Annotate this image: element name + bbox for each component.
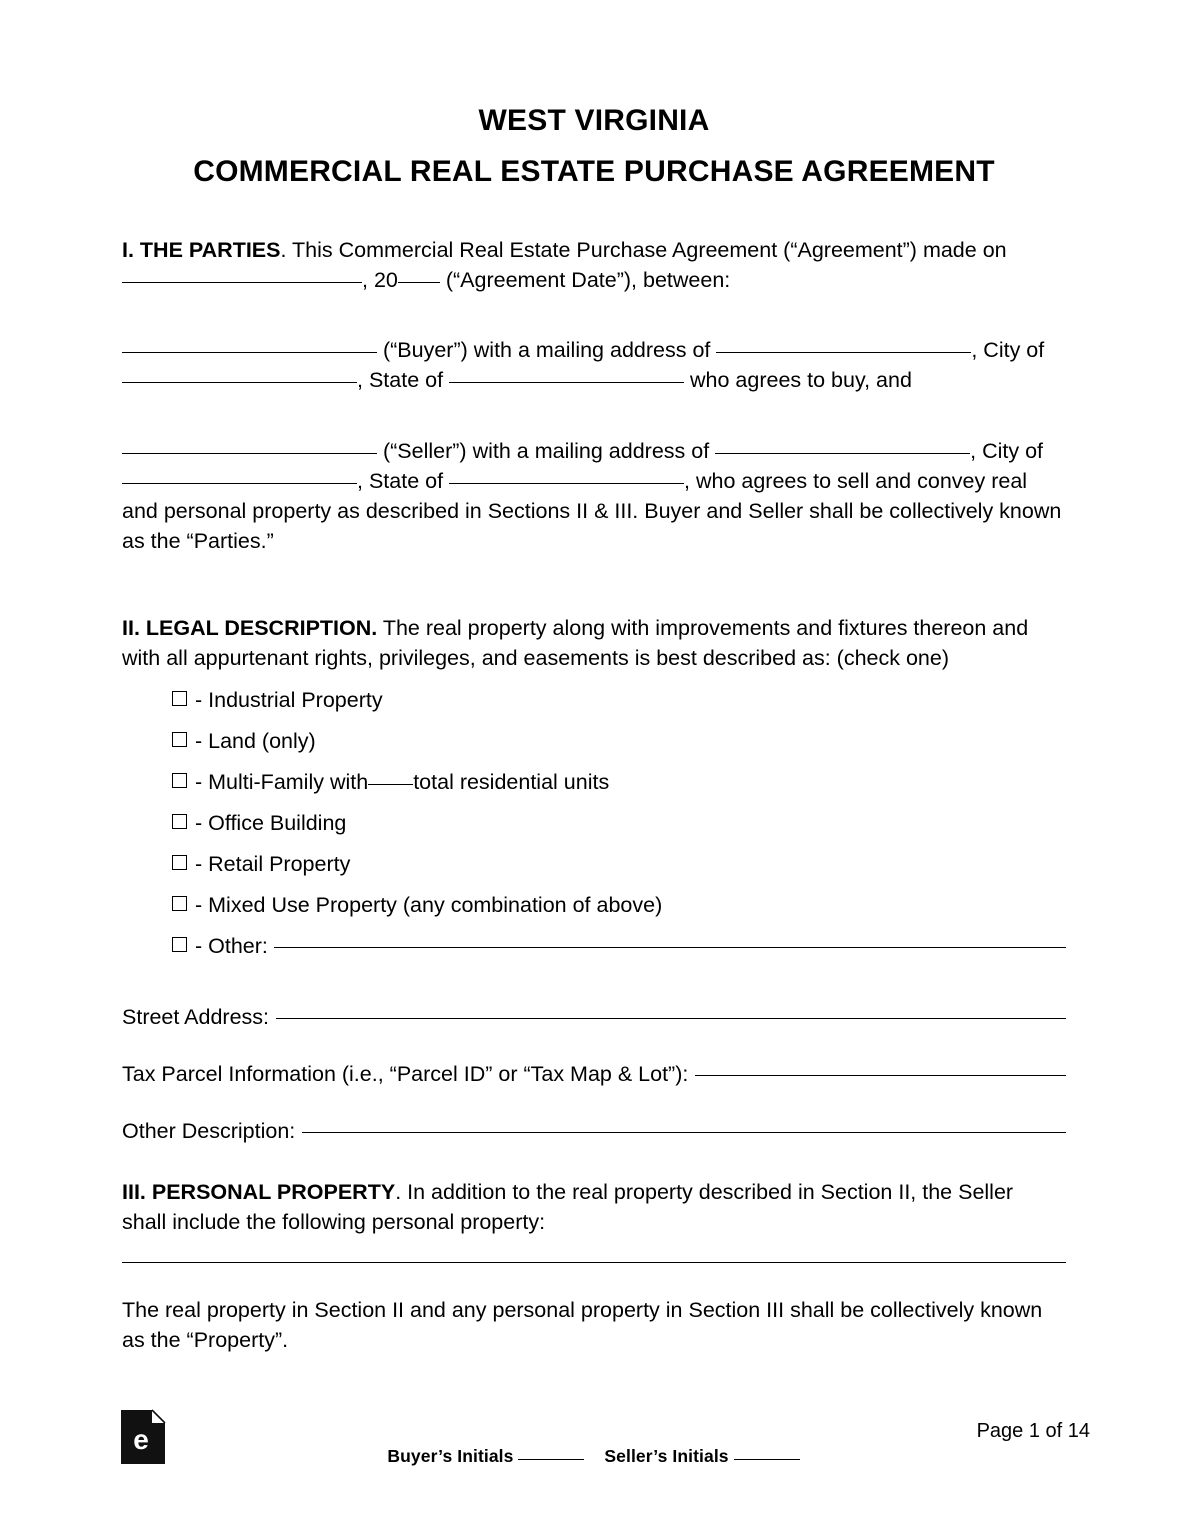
checkbox-row-multi-family[interactable] (122, 767, 1066, 797)
seller-role-text: (“Seller”) with a mailing address of (382, 439, 716, 463)
checkbox-label-office-building: - Office Building (195, 811, 347, 835)
checkbox-row-retail-property[interactable] (122, 849, 1066, 879)
buyer-city-blank[interactable] (122, 365, 357, 383)
checkbox-label-land-only: - Land (only) (195, 729, 316, 753)
checkbox-square-icon[interactable] (172, 773, 187, 788)
buyer-name-blank[interactable] (122, 335, 377, 353)
document-title-block (122, 0, 1066, 189)
checkbox-square-icon[interactable] (172, 814, 187, 829)
property-type-checklist (122, 685, 1066, 961)
page-title-line-1: WEST VIRGINIA (478, 104, 710, 137)
agreement-date-blank[interactable] (122, 265, 362, 283)
svg-text:e: e (133, 1424, 149, 1455)
checkbox-row-office-building[interactable] (122, 808, 1066, 838)
checkbox-square-icon[interactable] (172, 937, 187, 952)
section-heading-personal-property: III. PERSONAL PROPERTY (122, 1180, 396, 1204)
initials-line (0, 1444, 1187, 1468)
checkbox-row-mixed-use-property[interactable] (122, 890, 1066, 920)
field-row-other-description[interactable] (122, 1116, 1066, 1146)
section-heading-parties: I. THE PARTIES (122, 238, 281, 262)
seller-state-text: , State of (357, 469, 450, 493)
personal-property-blank-line-2[interactable] (122, 1262, 1066, 1263)
tax-parcel-information-blank[interactable] (695, 1075, 1066, 1076)
section-property-definition (122, 1295, 1066, 1355)
checkbox-row-land-only[interactable] (122, 726, 1066, 756)
buyer-role-text: (“Buyer”) with a mailing address of (382, 338, 717, 362)
buyer-initials-blank[interactable] (518, 1446, 584, 1460)
checkbox-label-multi-family-before: - Multi-Family with (195, 770, 369, 794)
seller-party-block (122, 436, 1066, 556)
checkbox-square-icon[interactable] (172, 691, 187, 706)
field-row-tax-parcel-information[interactable] (122, 1059, 1066, 1089)
buyer-party-block (122, 335, 1066, 395)
checkbox-label-multi-family-after: total residential units (413, 770, 610, 794)
checkbox-row-industrial-property[interactable] (122, 685, 1066, 715)
street-address-blank[interactable] (276, 1018, 1066, 1019)
checkbox-square-icon[interactable] (172, 896, 187, 911)
seller-initials-label: Seller’s Initials (604, 1446, 729, 1466)
buyer-initials-label: Buyer’s Initials (387, 1446, 514, 1466)
seller-name-blank[interactable] (122, 436, 377, 454)
seller-tail-text: , who agrees to sell and (684, 469, 912, 493)
page-title-line-2: COMMERCIAL REAL ESTATE PURCHASE AGREEMENT (193, 155, 995, 188)
buyer-mailing-address-blank[interactable] (716, 335, 971, 353)
seller-initials-blank[interactable] (734, 1446, 800, 1460)
parties-intro-c: (“Agreement Date”), between: (439, 268, 731, 292)
document-content (122, 0, 1066, 1355)
field-label-street-address: Street Address: (122, 1005, 269, 1029)
checkbox-label-industrial-property: - Industrial Property (195, 688, 383, 712)
field-label-other-description: Other Description: (122, 1119, 296, 1143)
seller-city-text: , City of (970, 439, 1044, 463)
other-description-blank[interactable] (302, 1132, 1066, 1133)
seller-continuation-text: convey real and personal property as described in Sections II & III. Buyer and Seller shall be collectively known as the “Parties.” (122, 469, 1062, 553)
seller-mailing-address-blank[interactable] (715, 436, 970, 454)
checkbox-square-icon[interactable] (172, 855, 187, 870)
checkbox-square-icon[interactable] (172, 732, 187, 747)
field-row-street-address[interactable] (122, 1002, 1066, 1032)
checkbox-label-other: - Other: (195, 934, 268, 958)
buyer-state-text: , State of (357, 368, 450, 392)
seller-state-blank[interactable] (449, 466, 684, 484)
parties-intro-a: . This Commercial Real Estate Purchase Agreement (“Agreement”) made on (280, 238, 1007, 262)
other-property-type-blank[interactable] (274, 947, 1066, 948)
buyer-state-blank[interactable] (449, 365, 684, 383)
section-the-parties (122, 235, 1066, 295)
seller-city-blank[interactable] (122, 466, 357, 484)
section-heading-legal-description: II. LEGAL DESCRIPTION. (122, 616, 378, 640)
checkbox-label-mixed-use-property: - Mixed Use Property (any combination of above) (195, 893, 663, 917)
buyer-city-text: , City of (971, 338, 1045, 362)
checkbox-label-retail-property: - Retail Property (195, 852, 351, 876)
buyer-tail-text: who agrees to buy, and (684, 368, 912, 392)
section-legal-description (122, 613, 1066, 673)
property-definition-text: The real property in Section II and any personal property in Section III shall be collectively known as the “Property”. (122, 1298, 1043, 1352)
legal-description-body: The real property along with improvements and fixtures thereon and with all appurtenant rights, privileges, and easements is best described as: (check one) (122, 616, 1029, 670)
section-personal-property (122, 1177, 1066, 1263)
field-label-tax-parcel-information: Tax Parcel Information (i.e., “Parcel ID” or “Tax Map & Lot”): (122, 1062, 689, 1086)
multi-family-unit-count-blank[interactable] (368, 767, 413, 785)
personal-property-body: . In addition to the real property described in Section II, the Seller shall include the following personal property: (122, 1180, 1014, 1234)
personal-property-text-row (122, 1177, 1066, 1237)
parties-intro-b: , 20 (362, 268, 398, 292)
checkbox-row-other[interactable] (122, 931, 1066, 961)
agreement-year-blank[interactable] (398, 265, 440, 283)
page-number-label: Page 1 of 14 (976, 1420, 1090, 1442)
